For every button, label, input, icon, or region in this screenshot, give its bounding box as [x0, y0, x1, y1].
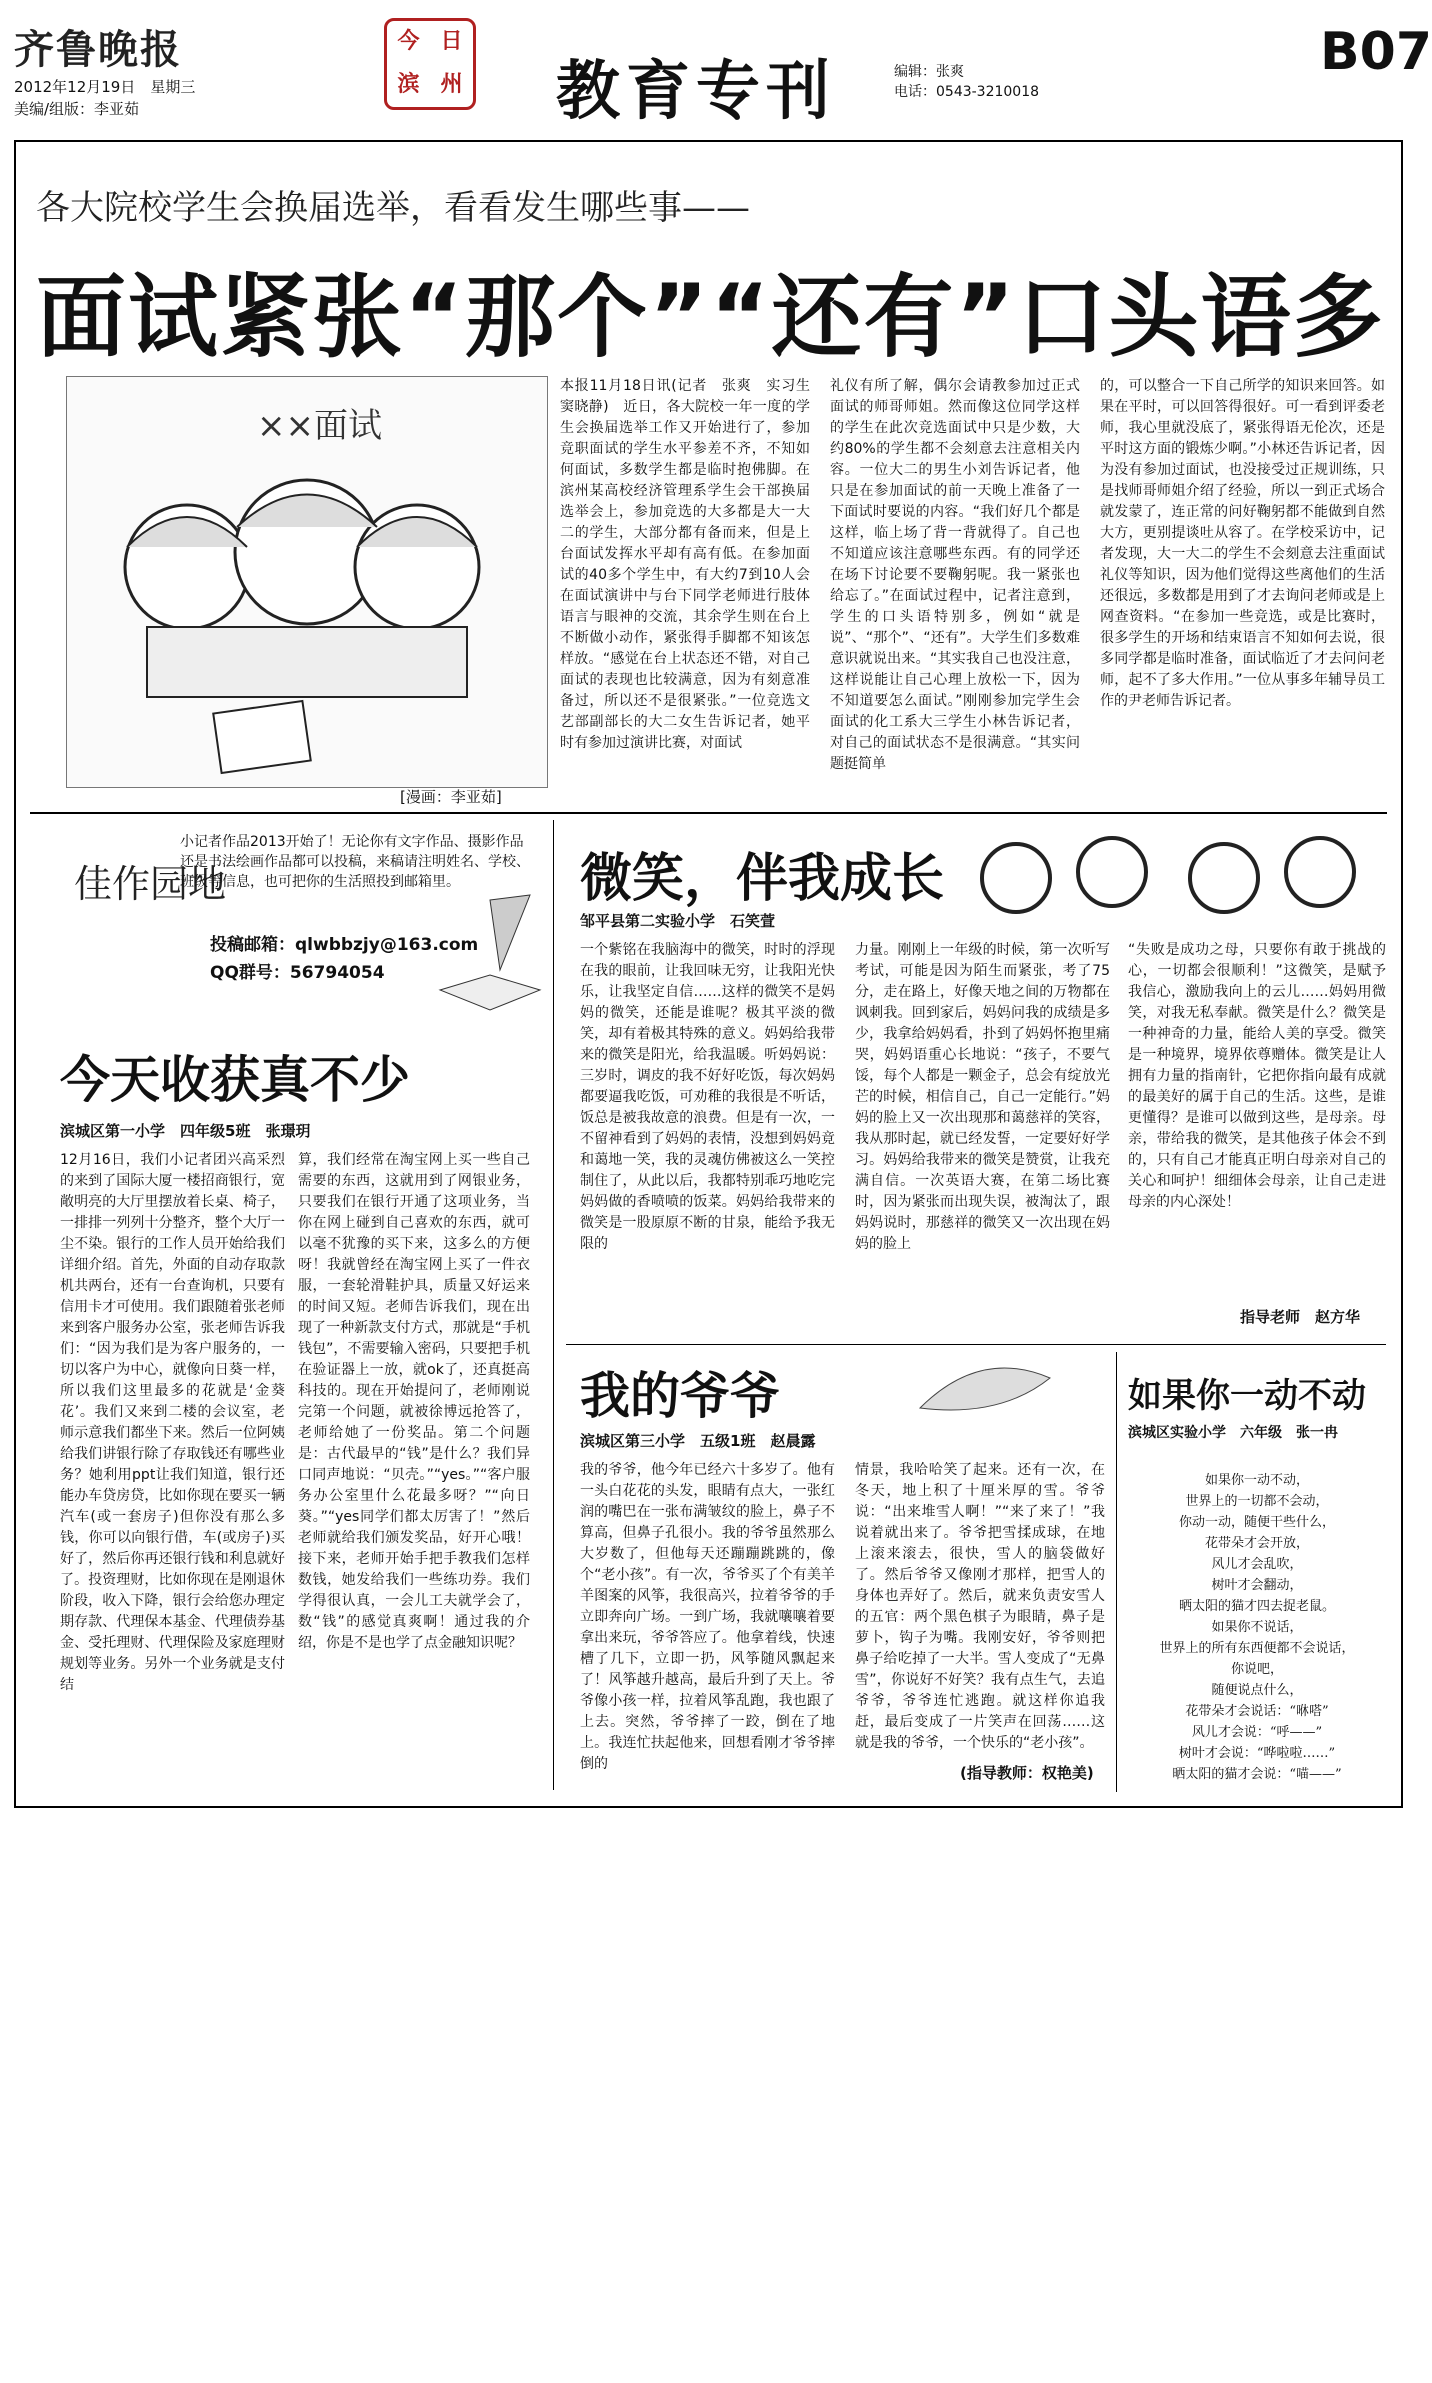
article-1-column-2: 算，我们经常在淘宝网上买一些自己需要的东西，这就用到了网银业务，只要我们在银行开通了这项业务，当你在网上碰到自己喜欢的东西，就可以毫不犹豫的买下来，这多么的方便呀！我就曾经在淘宝网上买了一件衣服，一套轮滑鞋护具，质量又好运来的时间又短。老师告诉我们，现在出现了一种新款支付方式，那就是“手机钱包”，不需要输入密码，只要把手机在验证器上一放，就ok了，还真挺高科技的。现在开始提问了，老师刚说完第一个问题，就被徐博远抢答了，老师给她了一份奖品。第二个问题是：古代最早的“钱”是什么？我们异口同声地说：“贝壳。”“yes。”“客户服务办公室里什么花最多呀？”“向日葵。”“yes同学们都太厉害了！”然后老师就给我们颁发奖品，好开心哦！接下来，老师开始手把手教我们怎样数钱，她发给我们一些练功券。我们学得很认真，一会儿工夫就学会了，数“钱”的感觉真爽啊！通过我的介绍，你是不是也学了点金融知识呢？ — [298, 1152, 530, 1651]
column-divider — [553, 820, 554, 1790]
article-2-column-1: 一个紫铭在我脑海中的微笑，时时的浮现在我的眼前，让我回味无穷，让我阳光快乐，让我坚定自信……这样的微笑不是妈妈的微笑，还能是谁呢？极其平淡的微笑，却有着极其特殊的意义。妈妈给我带来的微笑是阳光，给我温暖。听妈妈说：三岁时，调皮的我不好好吃饭，每次妈妈都要逼我吃饭，可劝稚的我很是不听话，饭总是被我故意的浪费。但是有一次，一不留神看到了妈妈的表情，没想到妈妈竟和蔼地一笑，我的灵魂仿佛被这么一笑控制住了，从此以后，我都特别乖巧地吃完妈妈做的香喷喷的饭菜。妈妈给我带来的微笑是一股原原不断的甘泉，能给予我无限的 — [580, 942, 835, 1252]
corner-title: 佳作园地 — [74, 862, 227, 906]
poem-line: 世界上的一切都不会动， — [1185, 1494, 1329, 1509]
lead-headline: 面试紧张“那个”“还有”口头语多 — [36, 265, 1385, 370]
editor-name: 编辑：张爽 — [894, 64, 964, 80]
article-title: 微笑，伴我成长 — [580, 849, 945, 909]
interview-cartoon — [66, 376, 548, 788]
art-editor: 美编/组版：李亚茹 — [14, 100, 140, 118]
kite-icon — [900, 1348, 1080, 1438]
teacher-credit: 指导老师 赵方华 — [1240, 1308, 1361, 1326]
smiley-icon — [980, 842, 1052, 914]
article-3-column-1: 我的爷爷，他今年已经六十多岁了。他有一头白花花的头发，眼睛有点大，一张红润的嘴巴在一张布满皱纹的脸上，鼻子不算高，但鼻子孔很小。我的爷爷虽然那么大岁数了，但他每天还蹦蹦跳跳的，像个“老小孩”。有一次，爷爷买了个有美羊羊图案的风筝，我很高兴，拉着爷爷的手立即奔向广场。一到广场，我就嚷嚷着要拿出来玩，爷爷答应了。他拿着线，快速槽了几下，立即一扔，风筝随风飘起来了！风筝越升越高，最后升到了天上。爷爷像小孩一样，拉着风筝乱跑，我也跟了上去。突然，爷爷摔了一跤，倒在了地上。我连忙扶起他来，回想看刚才爷爷摔倒的 — [580, 1462, 835, 1772]
lead-kicker: 各大院校学生会换届选举，看看发生哪些事—— — [36, 188, 750, 228]
poem — [1128, 1470, 1386, 1785]
article-byline: 邹平县第二实验小学 石笑萱 — [580, 912, 776, 930]
poem-line: 风儿才会说：“呼——” — [1191, 1725, 1323, 1740]
poem-line: 树叶才会翻动， — [1211, 1578, 1303, 1593]
smiley-icon — [1188, 842, 1260, 914]
column-divider — [1116, 1352, 1117, 1792]
corner-notice: 小记者作品2013开始了！无论你有文字作品、摄影作品还是书法绘画作品都可以投稿，来稿请注明姓名、学校、班级等信息，也可把你的生活照投到邮箱里。 — [180, 834, 530, 890]
page-number: B07 — [1320, 22, 1432, 82]
poem-line: 风儿才会乱吹， — [1211, 1557, 1303, 1572]
article-2-column-3: “失败是成功之母，只要你有敢于挑战的心，一切都会很顺利！”这微笑，是赋予我信心，激励我向上的云儿……妈妈用微笑，对我无私奉献。微笑是什么？微笑是一种神奇的力量，能给人美的享受。微笑是一种境界，境界依尊赠体。微笑是让人拥有力量的指南针，它把你指向最有成就的最美好的属于自己的生活。这些，是谁更懂得？是谁可以做到这些，是母亲。母亲，带给我的微笑，是其他孩子体会不到的，只有自己才能真正明白母亲对自己的关心和呵护！细细体会母亲，让自己走进母亲的内心深处！ — [1128, 942, 1386, 1210]
poem-line: 花带朵才会开放， — [1204, 1536, 1309, 1551]
article-1-column-1: 12月16日，我们小记者团兴高采烈的来到了国际大厦一楼招商银行，宽敞明亮的大厅里摆放着长桌、椅子，一排排一列列十分整齐，整个大厅一尘不染。银行的工作人员开始给我们详细介绍。首先，外面的自动存取款机共两台，还有一台查询机，只要有信用卡才可使用。我们跟随着张老师来到客户服务办公室，张老师告诉我们：“因为我们是为客户服务的，一切以客户为中心，就像向日葵一样，所以我们这里最多的花就是‘金葵花’。我们又来到二楼的会议室，老师示意我们都坐下来。然后一位阿姨给我们讲银行除了存取钱还有哪些业务？她利用ppt让我们知道，银行还能办车贷房贷，比如你现在要买一辆汽车(或一套房子)但你没有那么多钱，你可以向银行借，车(或房子)买好了，然后你再还银行钱和利息就好了。投资理财，比如你现在是刚退休阶段，收入下降，银行会给您办理定期存款、代理保本基金、代理债券基金、受托理财、代理保险及家庭理财规划等业务。另外一个业务就是支付结 — [60, 1152, 285, 1693]
article-title: 如果你一动不动 — [1128, 1376, 1366, 1416]
newspaper-logo: 齐鲁晚报 — [14, 26, 182, 73]
editor-info — [894, 62, 1039, 102]
lead-column-1: 本报11月18日讯(记者 张爽 实习生 窦晓静) 近日，各大院校一年一度的学生会换届选举工作又开始进行了，参加竞职面试的学生水平参差不齐，不知如何面试，多数学生都是临时抱佛脚。在滨州某高校经济管理系学生会干部换届选举会上，参加竞选的大多都是大一大二的学生，大部分都有备而来，但是上台面试发挥水平却有高有低。在参加面试的40多个学生中，有大约7到10人会在面试演讲中与台下同学老师进行肢体语言与眼神的交流，其余学生则在台上不断做小动作，紧张得手脚都不知该怎样放。“感觉在台上状态还不错，对自己面试的表现也比较满意，因为有刻意准备过，所以还不是很紧张。”一位竞选文艺部副部长的大二女生告诉记者，她平时有参加过演讲比赛，对面试 — [560, 378, 824, 751]
section-divider — [566, 1344, 1386, 1345]
article-title: 我的爷爷 — [580, 1367, 780, 1425]
article-byline: 滨城区第一小学 四年级5班 张璟玥 — [60, 1122, 311, 1140]
cartoon-caption: [漫画：李亚茹] — [400, 788, 502, 806]
issue-date: 2012年12月19日 星期三 — [14, 78, 196, 96]
seal-char: 今 — [397, 28, 420, 54]
poem-line: 随便说点什么， — [1211, 1683, 1303, 1698]
poem-line: 你动一动，随便干些什么， — [1178, 1515, 1335, 1530]
poem-line: 你说吧， — [1230, 1662, 1283, 1677]
article-2-column-2: 力量。刚刚上一年级的时候，第一次听写考试，可能是因为陌生而紧张，考了75分，走在路上，好像天地之间的万物都在讽刺我。回到家后，妈妈问我的成绩是多少，我拿给妈妈看，扑到了妈妈怀抱里痛哭，妈妈语重心长地说：“孩子，不要气馁，每个人都是一颗金子，总会有绽放光芒的时候，相信自己，自己一定能行。”妈妈的脸上又一次出现那和蔼慈祥的笑容，我从那时起，就已经发誓，一定要好好学习。妈妈给我带来的微笑是赞赏，让我充满自信。一次英语大赛，在第二场比赛时，因为紧张而出现失误，被淘汰了，跟妈妈说时，那慈祥的微笑又一次出现在妈妈的脸上 — [855, 942, 1110, 1252]
qq-group: QQ群号：56794054 — [210, 963, 385, 983]
teacher-credit: (指导教师：权艳美) — [960, 1764, 1094, 1782]
article-byline: 滨城区第三小学 五级1班 赵晨露 — [580, 1432, 816, 1450]
poem-line: 世界上的所有东西便都不会说话， — [1159, 1641, 1355, 1656]
poem-line: 晒太阳的猫才四去捉老鼠。 — [1178, 1599, 1335, 1614]
smiley-icon — [1284, 836, 1356, 908]
section-divider — [30, 812, 1387, 814]
quill-book-icon — [430, 890, 550, 1020]
section-title: 教育专刊 — [556, 54, 836, 129]
poem-line: 如果你一动不动， — [1204, 1473, 1309, 1488]
today-binzhou-seal — [384, 18, 476, 110]
editor-phone: 电话：0543-3210018 — [894, 84, 1040, 100]
article-title: 今天收获真不少 — [60, 1051, 410, 1109]
seal-char: 滨 — [397, 71, 420, 97]
lead-column-2: 礼仪有所了解，偶尔会请教参加过正式面试的师哥师姐。然而像这位同学这样的学生在此次竞选面试中只是少数，大约80%的学生都不会刻意去注意相关内容。一位大二的男生小刘告诉记者，他只是在参加面试的前一天晚上准备了一下面试时要说的内容。“我们好几个都是这样，临上场了背一背就得了。自己也不知道应该注意哪些东西。有的同学还在场下讨论要不要鞠躬呢。我一紧张也给忘了。”在面试过程中，记者注意到，学生的口头语特别多，例如“就是说”、“那个”、“还有”。大学生们多数难意识就说出来。“其实我自己也没注意，这样说能让自己心理上放松一下，因为不知道要怎么面试。”刚刚参加完学生会面试的化工系大三学生小林告诉记者，对自己的面试状态不是很满意。“其实问题挺简单 — [830, 378, 1080, 772]
article-byline: 滨城区实验小学 六年级 张一冉 — [1128, 1425, 1338, 1441]
poem-line: 树叶才会说：“哗啦啦……” — [1178, 1746, 1336, 1761]
cartoon-sign-text: ××面试 — [257, 406, 382, 446]
article-3-column-2: 情景，我哈哈笑了起来。还有一次，在冬天，地上积了十厘米厚的雪。爷爷说：“出来堆雪人啊！”“来了来了！”我说着就出来了。爷爷把雪揉成球，在地上滚来滚去，很快，雪人的脑袋做好了。然后爷爷又像刚才那样，把雪人的身体也弄好了。然后，就来负责安雪人的五官：两个黑色棋子为眼睛，鼻子是萝卜，钩子为嘴。我刚安好，爷爷则把鼻子给吃掉了一大半。雪人变成了“无鼻雪”，你说好不好笑？我有点生气，去追爷爷，爷爷连忙逃跑。就这样你追我赶，最后变成了一片笑声在回荡……这就是我的爷爷，一个快乐的“老小孩”。 — [855, 1462, 1105, 1751]
seal-char: 日 — [440, 28, 463, 54]
poem-line: 如果你不说话， — [1211, 1620, 1303, 1635]
poem-line: 晒太阳的猫才会说：“喵——” — [1172, 1767, 1342, 1782]
poem-line: 花带朵才会说话：“咻嗒” — [1185, 1704, 1329, 1719]
seal-char: 州 — [440, 71, 463, 97]
lead-column-3: 的，可以整合一下自己所学的知识来回答。如果在平时，可以回答得很好。可一看到评委老师，我心里就没底了，紧张得语无伦次，还是平时这方面的锻炼少啊。”小林还告诉记者，因为没有参加过面试，也没接受过正规训练，只是找师哥师姐介绍了经验，所以一到正式场合就发蒙了，连正常的问好鞠躬都不能做到自然大方，更别提谈吐从容了。在学校采访中，记者发现，大一大二的学生不会刻意去注重面试礼仪等知识，因为他们觉得这些离他们的生活还很远，多数都是用到了才去询问老师或是上网查资料。“在参加一些竞选，或是比赛时，很多学生的开场和结束语言不知如何去说，很多同学都是临时准备，面试临近了才去问问老师，起不了多大作用。”一位从事多年辅导员工作的尹老师告诉记者。 — [1100, 378, 1385, 709]
smiley-icon — [1076, 836, 1148, 908]
submission-email: 投稿邮箱：qlwbbzjy@163.com — [210, 935, 479, 955]
